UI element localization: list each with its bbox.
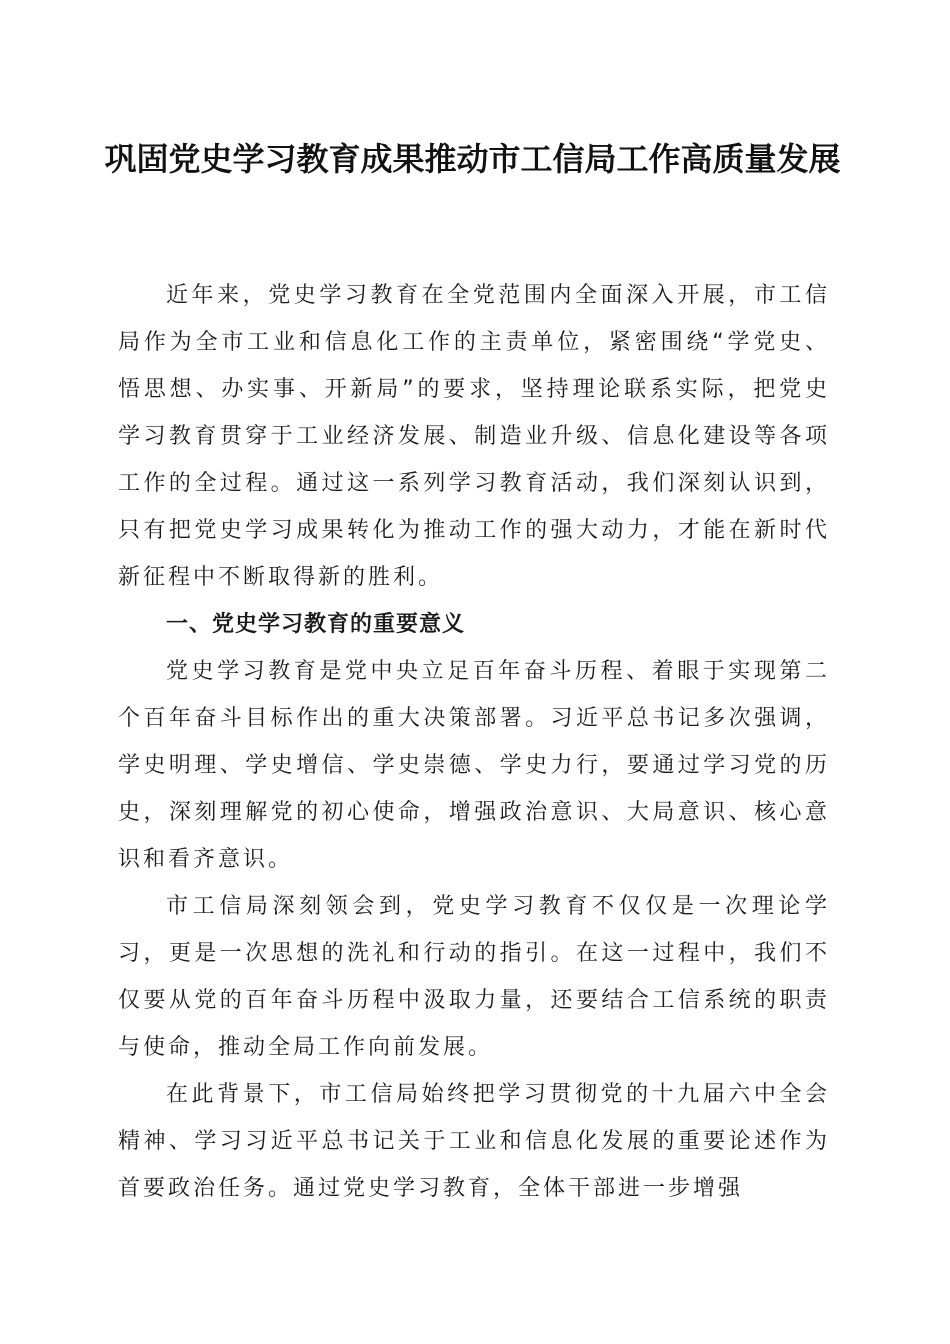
paragraph-background: 在此背景下，市工信局始终把学习贯彻党的十九届六中全会精神、学习习近平总书记关于工业和信息化发展的重要论述作为首要政治任务。通过党史学习教育，全体干部进一步增强	[118, 1082, 830, 1201]
document-body	[118, 272, 830, 1212]
document-title: 巩固党史学习教育成果推动市工信局工作高质量发展	[104, 140, 841, 178]
paragraph-intro: 近年来，党史学习教育在全党范围内全面深入开展，市工信局作为全市工业和信息化工作的主责单位，紧密围绕“学党史、悟思想、办实事、开新局”的要求，坚持理论联系实际，把党史学习教育贯穿于工业经济发展、制造业升级、信息化建设等各项工作的全过程。通过这一系列学习教育活动，我们深刻认识到，只有把党史学习成果转化为推动工作的强大动力，才能在新时代新征程中不断取得新的胜利。	[118, 283, 830, 590]
paragraph-understanding: 市工信局深刻领会到，党史学习教育不仅仅是一次理论学习，更是一次思想的洗礼和行动的指引。在这一过程中，我们不仅要从党的百年奋斗历程中汲取力量，还要结合工信系统的职责与使命，推动全局工作向前发展。	[118, 894, 830, 1060]
section-heading-1: 一、党史学习教育的重要意义	[166, 612, 466, 637]
paragraph-significance: 党史学习教育是党中央立足百年奋斗历程、着眼于实现第二个百年奋斗目标作出的重大决策部署。习近平总书记多次强调，学史明理、学史增信、学史崇德、学史力行，要通过学习党的历史，深刻理解党的初心使命，增强政治意识、大局意识、核心意识和看齐意识。	[118, 659, 830, 872]
